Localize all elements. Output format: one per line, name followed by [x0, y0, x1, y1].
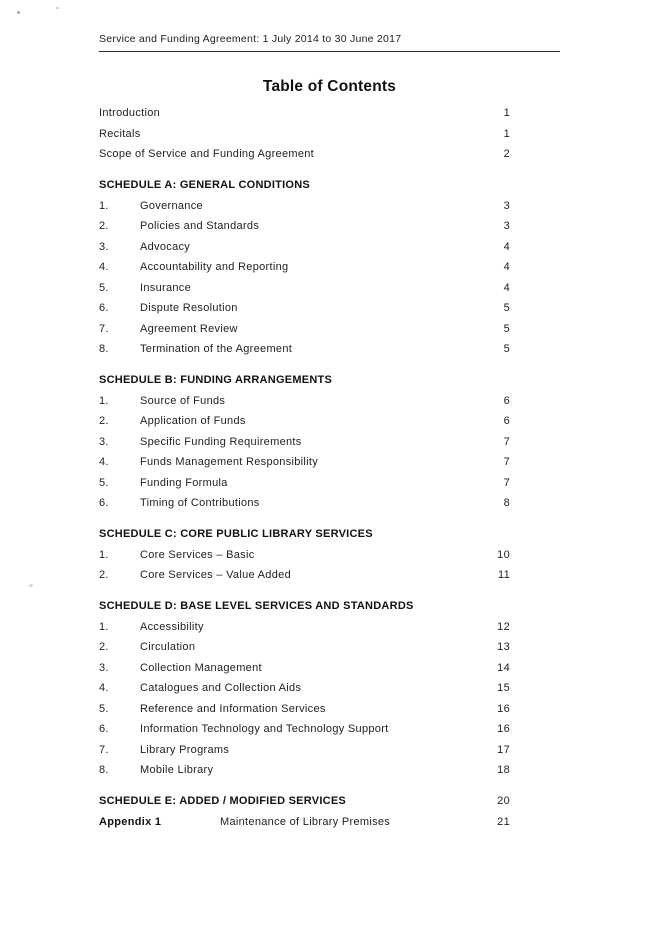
item-number: 6. — [99, 497, 109, 510]
item-number: 1. — [99, 620, 109, 633]
item-number: 5. — [99, 702, 109, 715]
item-label: Specific Funding Requirements — [140, 435, 302, 448]
section-heading-label: SCHEDULE B: FUNDING ARRANGEMENTS — [99, 374, 333, 387]
item-number: 7. — [99, 322, 109, 335]
item-label: Dispute Resolution — [140, 302, 238, 315]
item-label: Accessibility — [140, 620, 204, 633]
page-number: 1 — [503, 127, 510, 140]
page-number: 5 — [503, 343, 510, 356]
document-header-text: Service and Funding Agreement: 1 July 2014 to 30 June 2017 — [99, 33, 402, 45]
section-heading-label: SCHEDULE E: ADDED / MODIFIED SERVICES — [99, 795, 347, 808]
toc-row — [99, 473, 560, 494]
toc-row — [99, 391, 560, 412]
item-label: Governance — [140, 199, 203, 212]
toc-row — [99, 257, 560, 278]
scan-speck — [56, 7, 59, 9]
toc-row — [99, 699, 560, 720]
toc-row — [99, 658, 560, 679]
item-label: Collection Management — [140, 661, 262, 674]
item-label: Timing of Contributions — [140, 497, 260, 510]
section-heading-label: SCHEDULE C: CORE PUBLIC LIBRARY SERVICES — [99, 528, 373, 541]
item-number: 3. — [99, 661, 109, 674]
page-number: 7 — [503, 476, 510, 489]
toc-row — [99, 216, 560, 237]
toc-row — [99, 339, 560, 360]
item-number: 4. — [99, 682, 109, 695]
item-label: Scope of Service and Funding Agreement — [99, 148, 315, 161]
item-label: Accountability and Reporting — [140, 261, 289, 274]
toc-row — [99, 760, 560, 781]
item-number: 3. — [99, 240, 109, 253]
item-number: 5. — [99, 281, 109, 294]
section-heading — [99, 370, 560, 391]
page-number: 7 — [503, 435, 510, 448]
item-number: 6. — [99, 723, 109, 736]
document-header — [99, 33, 560, 52]
toc-row — [99, 144, 560, 165]
item-label: Source of Funds — [140, 394, 226, 407]
page-title: Table of Contents — [262, 78, 397, 95]
toc-row — [99, 719, 560, 740]
item-number: 3. — [99, 435, 109, 448]
item-label: Funding Formula — [140, 476, 228, 489]
item-number: 1. — [99, 548, 109, 561]
page-number: 17 — [497, 743, 510, 756]
toc-row — [99, 237, 560, 258]
item-number: 1. — [99, 199, 109, 212]
page-number: 6 — [503, 415, 510, 428]
item-number: 6. — [99, 302, 109, 315]
toc-row — [99, 452, 560, 473]
page-number: 4 — [503, 240, 510, 253]
item-number: 4. — [99, 261, 109, 274]
item-label: Termination of the Agreement — [140, 343, 293, 356]
item-label: Circulation — [140, 641, 196, 654]
toc-row — [99, 545, 560, 566]
page-number: 4 — [503, 281, 510, 294]
page-number: 11 — [497, 569, 510, 582]
item-label: Reference and Information Services — [140, 702, 326, 715]
page-number: 21 — [497, 815, 510, 828]
scan-speck — [29, 584, 33, 587]
section-heading — [99, 524, 560, 545]
page-number: 18 — [497, 764, 510, 777]
toc-row — [99, 637, 560, 658]
page-number: 5 — [503, 322, 510, 335]
section-heading — [99, 791, 560, 812]
page-number: 10 — [497, 548, 510, 561]
page-number: 15 — [497, 682, 510, 695]
page-number: 7 — [503, 456, 510, 469]
item-label: Core Services – Value Added — [140, 569, 291, 582]
toc-row — [99, 298, 560, 319]
item-number: 8. — [99, 764, 109, 777]
page-number: 12 — [497, 620, 510, 633]
toc — [99, 103, 560, 812]
section-heading-label: SCHEDULE D: BASE LEVEL SERVICES AND STANDARDS — [99, 600, 414, 613]
item-label: Funds Management Responsibility — [140, 456, 319, 469]
page-number: 13 — [497, 641, 510, 654]
section-heading-label: SCHEDULE A: GENERAL CONDITIONS — [99, 179, 311, 192]
item-number: 2. — [99, 220, 109, 233]
item-number: 1. — [99, 394, 109, 407]
page-number: 16 — [497, 723, 510, 736]
page-number: 2 — [503, 148, 510, 161]
toc-row — [99, 432, 560, 453]
toc-row — [99, 103, 560, 124]
page-number: 4 — [503, 261, 510, 274]
toc-row — [99, 411, 560, 432]
item-label: Insurance — [140, 281, 192, 294]
appendix-label: Appendix 1 — [99, 815, 162, 828]
toc-row — [99, 740, 560, 761]
item-label: Library Programs — [140, 743, 230, 756]
item-label: Core Services – Basic — [140, 548, 255, 561]
item-number: 8. — [99, 343, 109, 356]
item-label: Information Technology and Technology Support — [140, 723, 389, 736]
item-number: 5. — [99, 476, 109, 489]
item-number: 2. — [99, 569, 109, 582]
item-label: Application of Funds — [140, 415, 246, 428]
toc-row — [99, 678, 560, 699]
toc-row — [99, 196, 560, 217]
page-number: 1 — [503, 107, 510, 120]
page-number: 6 — [503, 394, 510, 407]
item-number: 4. — [99, 456, 109, 469]
page-number: 16 — [497, 702, 510, 715]
section-heading — [99, 596, 560, 617]
toc-row — [99, 124, 560, 145]
item-label: Mobile Library — [140, 764, 214, 777]
scan-speck — [17, 11, 20, 14]
item-label: Policies and Standards — [140, 220, 260, 233]
toc-row — [99, 565, 560, 586]
page-number: 8 — [503, 497, 510, 510]
toc-row — [99, 319, 560, 340]
item-label: Introduction — [99, 107, 161, 120]
item-label: Advocacy — [140, 240, 191, 253]
toc-row — [99, 278, 560, 299]
item-label: Catalogues and Collection Aids — [140, 682, 302, 695]
item-label: Recitals — [99, 127, 141, 140]
item-label: Agreement Review — [140, 322, 238, 335]
page-number: 5 — [503, 302, 510, 315]
page-content — [99, 33, 560, 832]
section-heading — [99, 175, 560, 196]
page-number: 20 — [497, 795, 510, 808]
item-number: 7. — [99, 743, 109, 756]
appendix-row — [99, 812, 560, 833]
toc-row — [99, 493, 560, 514]
page-number: 14 — [497, 661, 510, 674]
item-number: 2. — [99, 641, 109, 654]
page-number: 3 — [503, 220, 510, 233]
page-number: 3 — [503, 199, 510, 212]
appendix-title: Maintenance of Library Premises — [220, 815, 391, 828]
toc-row — [99, 617, 560, 638]
item-number: 2. — [99, 415, 109, 428]
